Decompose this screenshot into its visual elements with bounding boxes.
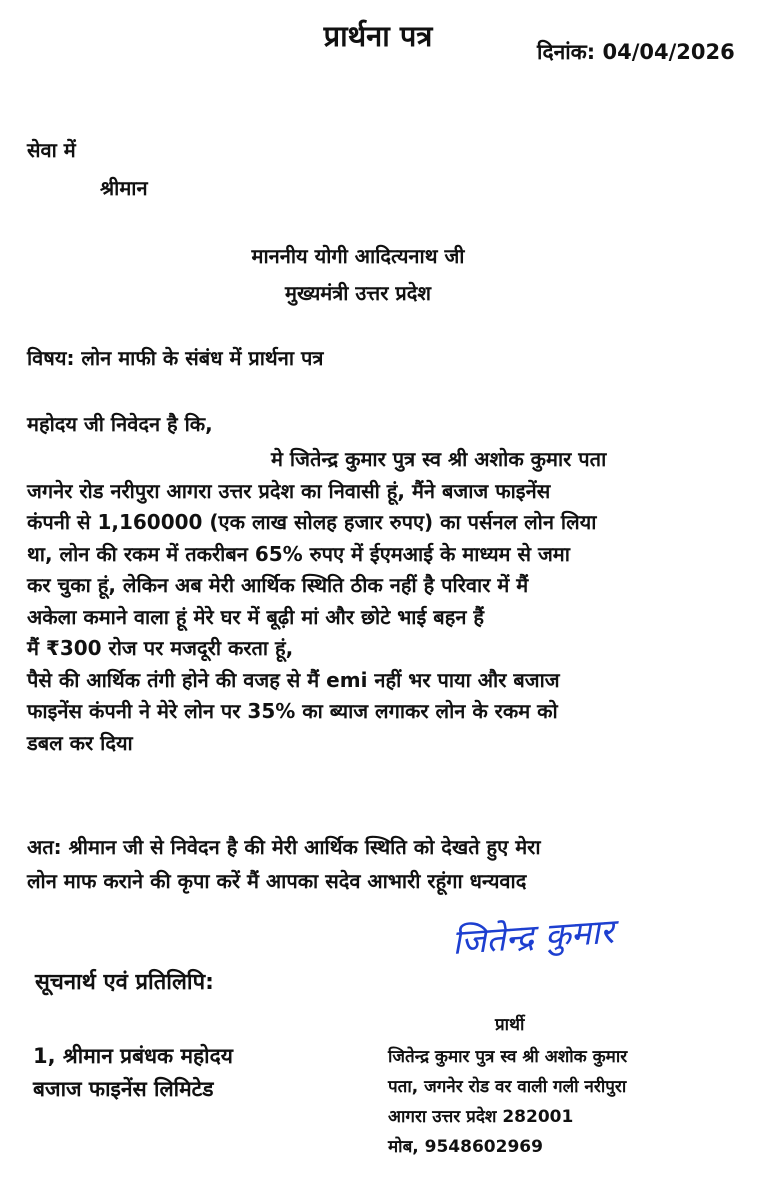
closing-line: अत: श्रीमान जी से निवेदन है की मेरी आर्थिक स्थिति को देखते हुए मेरा — [27, 835, 541, 859]
salutation: सेवा में — [27, 138, 76, 162]
subject-line: विषय: लोन माफी के संबंध में प्रार्थना पत्र — [27, 346, 324, 370]
applicant-line: जितेन्द्र कुमार पुत्र स्व श्री अशोक कुमार — [388, 1047, 628, 1067]
applicant-line: पता, जगनेर रोड वर वाली गली नरीपुरा — [388, 1077, 627, 1097]
greeting: महोदय जी निवेदन है कि, — [27, 412, 213, 436]
body-line: पैसे की आर्थिक तंगी होने की वजह से मैं emi नहीं भर पाया और बजाज — [27, 667, 560, 692]
cc-recipient-line: बजाज फाइनेंस लिमिटेड — [33, 1077, 214, 1101]
document-title-text: प्रार्थना पत्र — [323, 19, 433, 53]
body-line: कर चुका हूं, लेकिन अब मेरी आर्थिक स्थिति ठीक नहीं है परिवार में मैं — [27, 573, 529, 597]
body-line: जगनेर रोड नरीपुरा आगरा उत्तर प्रदेश का निवासी हूं, मैंने बजाज फाइनेंस — [27, 478, 551, 503]
addressee-designation: मुख्यमंत्री उत्तर प्रदेश — [285, 281, 431, 305]
body-line: मे जितेन्द्र कुमार पुत्र स्व श्री अशोक कुमार पता — [271, 447, 607, 471]
body-line: कंपनी से 1,160000 (एक लाख सोलह हजार रुपए) का पर्सनल लोन लिया — [27, 510, 597, 534]
body-line: मैं ₹300 रोज पर मजदूरी करता हूं, — [27, 636, 294, 660]
cc-recipient-line: 1, श्रीमान प्रबंधक महोदय — [33, 1044, 233, 1068]
body-line: था, लोन की रकम में तकरीबन 65% रुपए में ईएमआई के माध्यम से जमा — [27, 541, 570, 566]
letter-body — [27, 444, 762, 759]
body-line: अकेला कमाने वाला हूं मेरे घर में बूढ़ी मां और छोटे भाई बहन हैं — [27, 604, 484, 629]
addressee-name: माननीय योगी आदित्यनाथ जी — [251, 244, 465, 268]
applicant-details — [388, 1042, 627, 1162]
body-line: फाइनेंस कंपनी ने मेरे लोन पर 35% का ब्याज लगाकर लोन के रकम को — [27, 699, 558, 723]
handwritten-signature: जितेन्द्र कुमार — [450, 911, 616, 963]
closing-line: लोन माफ कराने की कृपा करें मैं आपका सदेव आभारी रहूंगा धन्यवाद — [27, 869, 527, 893]
body-line: डबल कर दिया — [27, 730, 133, 755]
honorific: श्रीमान — [100, 176, 148, 200]
applicant-label: प्रार्थी — [495, 1015, 525, 1035]
document-date: दिनांक: 04/04/2026 — [537, 40, 735, 64]
letter-closing — [27, 830, 762, 898]
applicant-line: मोब, 9548602969 — [388, 1137, 543, 1157]
applicant-line: आगरा उत्तर प्रदेश 282001 — [388, 1107, 574, 1127]
cc-heading: सूचनार्थ एवं प्रतिलिपि: — [35, 970, 214, 995]
